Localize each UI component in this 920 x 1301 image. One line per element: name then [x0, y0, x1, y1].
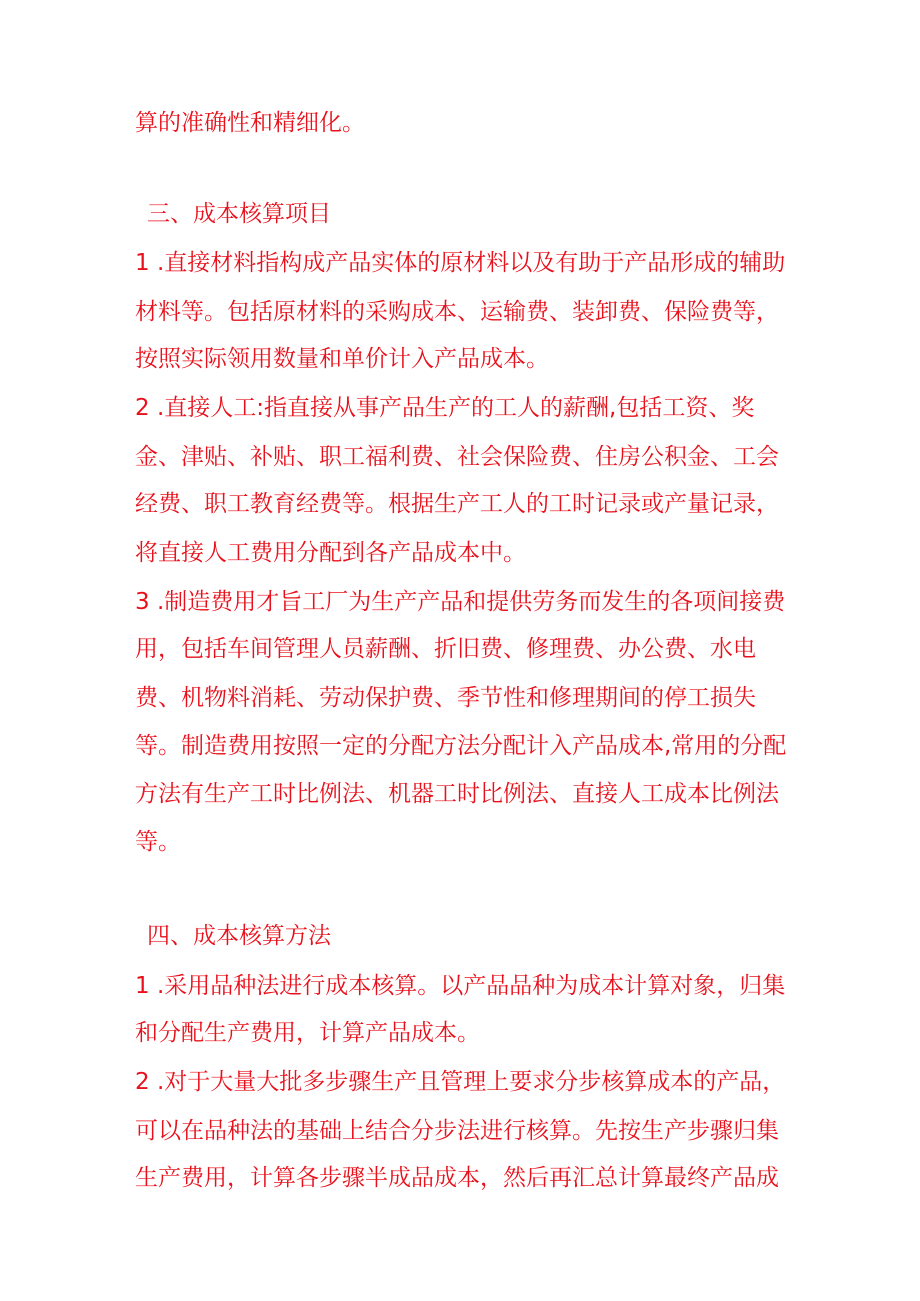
- section-heading-cost-items: 三、成本核算项目: [147, 201, 331, 227]
- paragraph-line: 经费、职工教育经费等。根据生产工人的工时记录或产量记录，: [135, 491, 779, 517]
- paragraph-line: 算的准确性和精细化。: [135, 110, 365, 136]
- paragraph-line: 1 .采用品种法进行成本核算。以产品品种为成本计算对象，归集: [135, 973, 786, 999]
- paragraph-line: 方法有生产工时比例法、机器工时比例法、直接人工成本比例法: [135, 781, 779, 807]
- paragraph-line: 2 .对于大量大批多步骤生产且管理上要求分步核算成本的产品，: [135, 1069, 786, 1095]
- paragraph-line: 可以在品种法的基础上结合分步法进行核算。先按生产步骤归集: [135, 1118, 779, 1144]
- paragraph-line: 和分配生产费用，计算产品成本。: [135, 1020, 480, 1046]
- section-heading-cost-methods: 四、成本核算方法: [147, 923, 331, 949]
- paragraph-line: 按照实际领用数量和单价计入产品成本。: [135, 346, 549, 372]
- paragraph-line: 生产费用，计算各步骤半成品成本，然后再汇总计算最终产品成: [135, 1165, 779, 1191]
- paragraph-line: 用，包括车间管理人员薪酬、折旧费、修理费、办公费、水电: [135, 636, 756, 662]
- paragraph-line: 材料等。包括原材料的采购成本、运输费、装卸费、保险费等，: [135, 299, 779, 325]
- paragraph-line: 等。: [135, 829, 181, 855]
- paragraph-line: 将直接人工费用分配到各产品成本中。: [135, 540, 526, 566]
- paragraph-line: 等。制造费用按照一定的分配方法分配计入产品成本,常用的分配: [135, 733, 787, 759]
- paragraph-line: 1 .直接材料指构成产品实体的原材料以及有助于产品形成的辅助: [135, 250, 786, 276]
- paragraph-line: 费、机物料消耗、劳动保护费、季节性和修理期间的停工损失: [135, 685, 756, 711]
- paragraph-line: 金、津贴、补贴、职工福利费、社会保险费、住房公积金、工会: [135, 444, 779, 470]
- paragraph-line: 3 .制造费用才旨工厂为生产产品和提供劳务而发生的各项间接费: [135, 589, 786, 615]
- paragraph-line: 2 .直接人工:指直接从事产品生产的工人的薪酬,包括工资、奖: [135, 395, 755, 421]
